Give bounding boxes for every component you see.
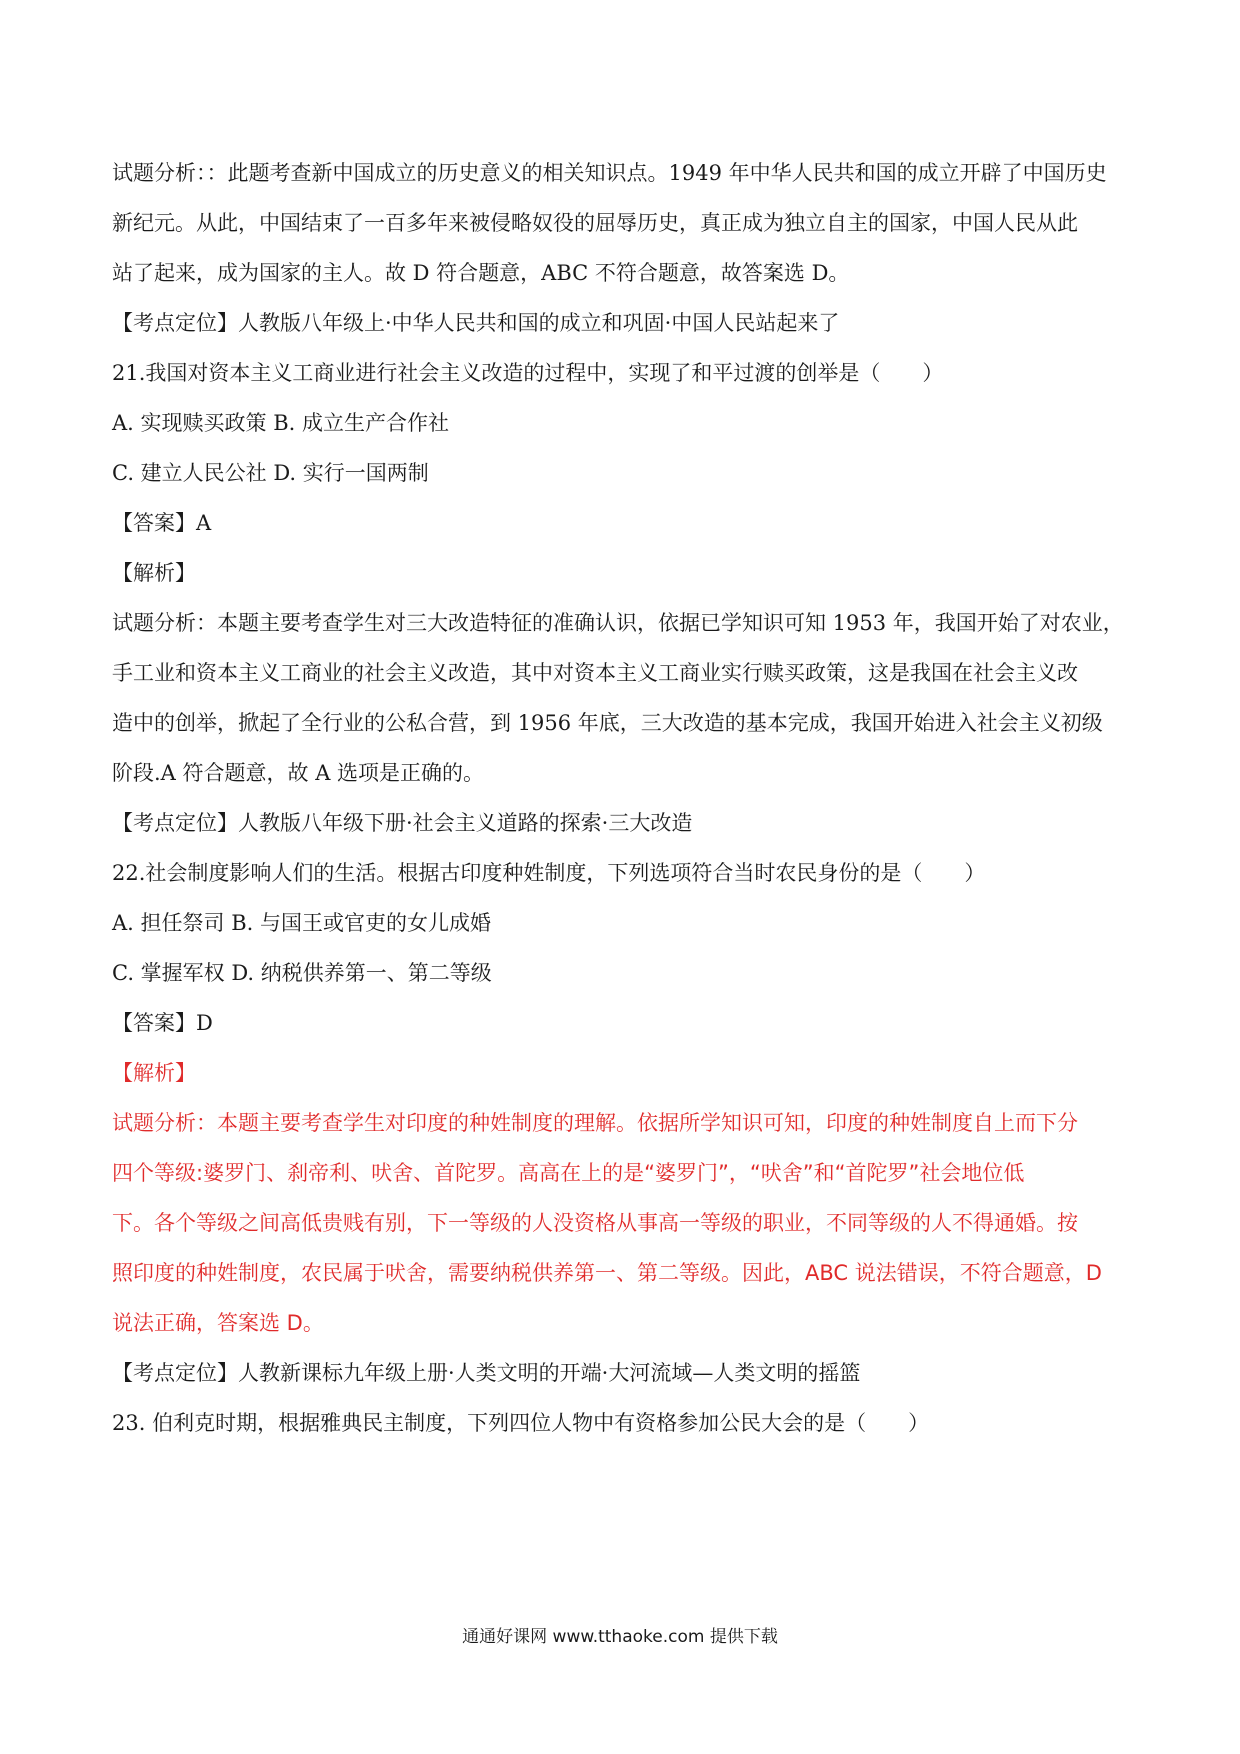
question-22-options-cd: C. 掌握军权 D. 纳税供养第一、第二等级 bbox=[112, 961, 492, 985]
analysis-line: 下。各个等级之间高低贵贱有别，下一等级的人没资格从事高一等级的职业，不同等级的人不得通婚。按 bbox=[112, 1211, 1078, 1235]
question-22-options-ab: A. 担任祭司 B. 与国王或官吏的女儿成婚 bbox=[112, 911, 491, 935]
question-21-options-cd: C. 建立人民公社 D. 实行一国两制 bbox=[112, 461, 429, 485]
question-21-options-ab: A. 实现赎买政策 B. 成立生产合作社 bbox=[112, 411, 449, 435]
analysis-line: 站了起来，成为国家的主人。故 D 符合题意，ABC 不符合题意，故答案选 D。 bbox=[112, 261, 850, 285]
analysis-line: 照印度的种姓制度，农民属于吠舍，需要纳税供养第一、第二等级。因此，ABC 说法错误，不符合题意，D bbox=[112, 1261, 1102, 1285]
question-23: 23. 伯利克时期，根据雅典民主制度，下列四位人物中有资格参加公民大会的是（ ） bbox=[112, 1411, 930, 1435]
analysis-line: 造中的创举，掀起了全行业的公私合营，到 1956 年底，三大改造的基本完成，我国开始进入社会主义初级 bbox=[112, 711, 1103, 735]
analysis-line: 试题分析：：此题考查新中国成立的历史意义的相关知识点。1949 年中华人民共和国的成立开辟了中国历史 bbox=[112, 161, 1107, 185]
analysis-line: 四个等级:婆罗门、刹帝利、吠舍、首陀罗。高高在上的是“婆罗门”，“吠舍”和“首陀罗”社会地位低 bbox=[112, 1161, 1025, 1185]
question-22-answer: 【答案】D bbox=[112, 1011, 213, 1035]
analysis-line: 手工业和资本主义工商业的社会主义改造，其中对资本主义工商业实行赎买政策，这是我国在社会主义改 bbox=[112, 661, 1078, 685]
question-21: 21.我国对资本主义工商业进行社会主义改造的过程中，实现了和平过渡的创举是（ ） bbox=[112, 361, 944, 385]
document-body bbox=[112, 148, 1142, 1448]
question-22: 22.社会制度影响人们的生活。根据古印度种姓制度，下列选项符合当时农民身份的是（ ） bbox=[112, 861, 986, 885]
analysis-line: 阶段.A 符合题意，故 A 选项是正确的。 bbox=[112, 761, 485, 785]
topic-location: 【考点定位】人教新课标九年级上册·人类文明的开端·大河流域—人类文明的摇篮 bbox=[112, 1361, 861, 1385]
analysis-line: 新纪元。从此，中国结束了一百多年来被侵略奴役的屈辱历史，真正成为独立自主的国家，中国人民从此 bbox=[112, 211, 1078, 235]
question-21-answer: 【答案】A bbox=[112, 511, 212, 535]
topic-location: 【考点定位】人教版八年级上·中华人民共和国的成立和巩固·中国人民站起来了 bbox=[112, 311, 840, 335]
analysis-line: 试题分析：本题主要考查学生对三大改造特征的准确认识，依据已学知识可知 1953 年，我国开始了对农业， bbox=[112, 611, 1124, 635]
page-footer: 通通好课网 www.tthaoke.com 提供下载 bbox=[462, 1627, 778, 1647]
analysis-line: 说法正确，答案选 D。 bbox=[112, 1311, 324, 1335]
question-21-explanation-heading: 【解析】 bbox=[112, 561, 196, 585]
analysis-line: 试题分析：本题主要考查学生对印度的种姓制度的理解。依据所学知识可知，印度的种姓制度自上而下分 bbox=[112, 1111, 1078, 1135]
topic-location: 【考点定位】人教版八年级下册·社会主义道路的探索·三大改造 bbox=[112, 811, 693, 835]
question-22-explanation-heading: 【解析】 bbox=[112, 1061, 196, 1085]
